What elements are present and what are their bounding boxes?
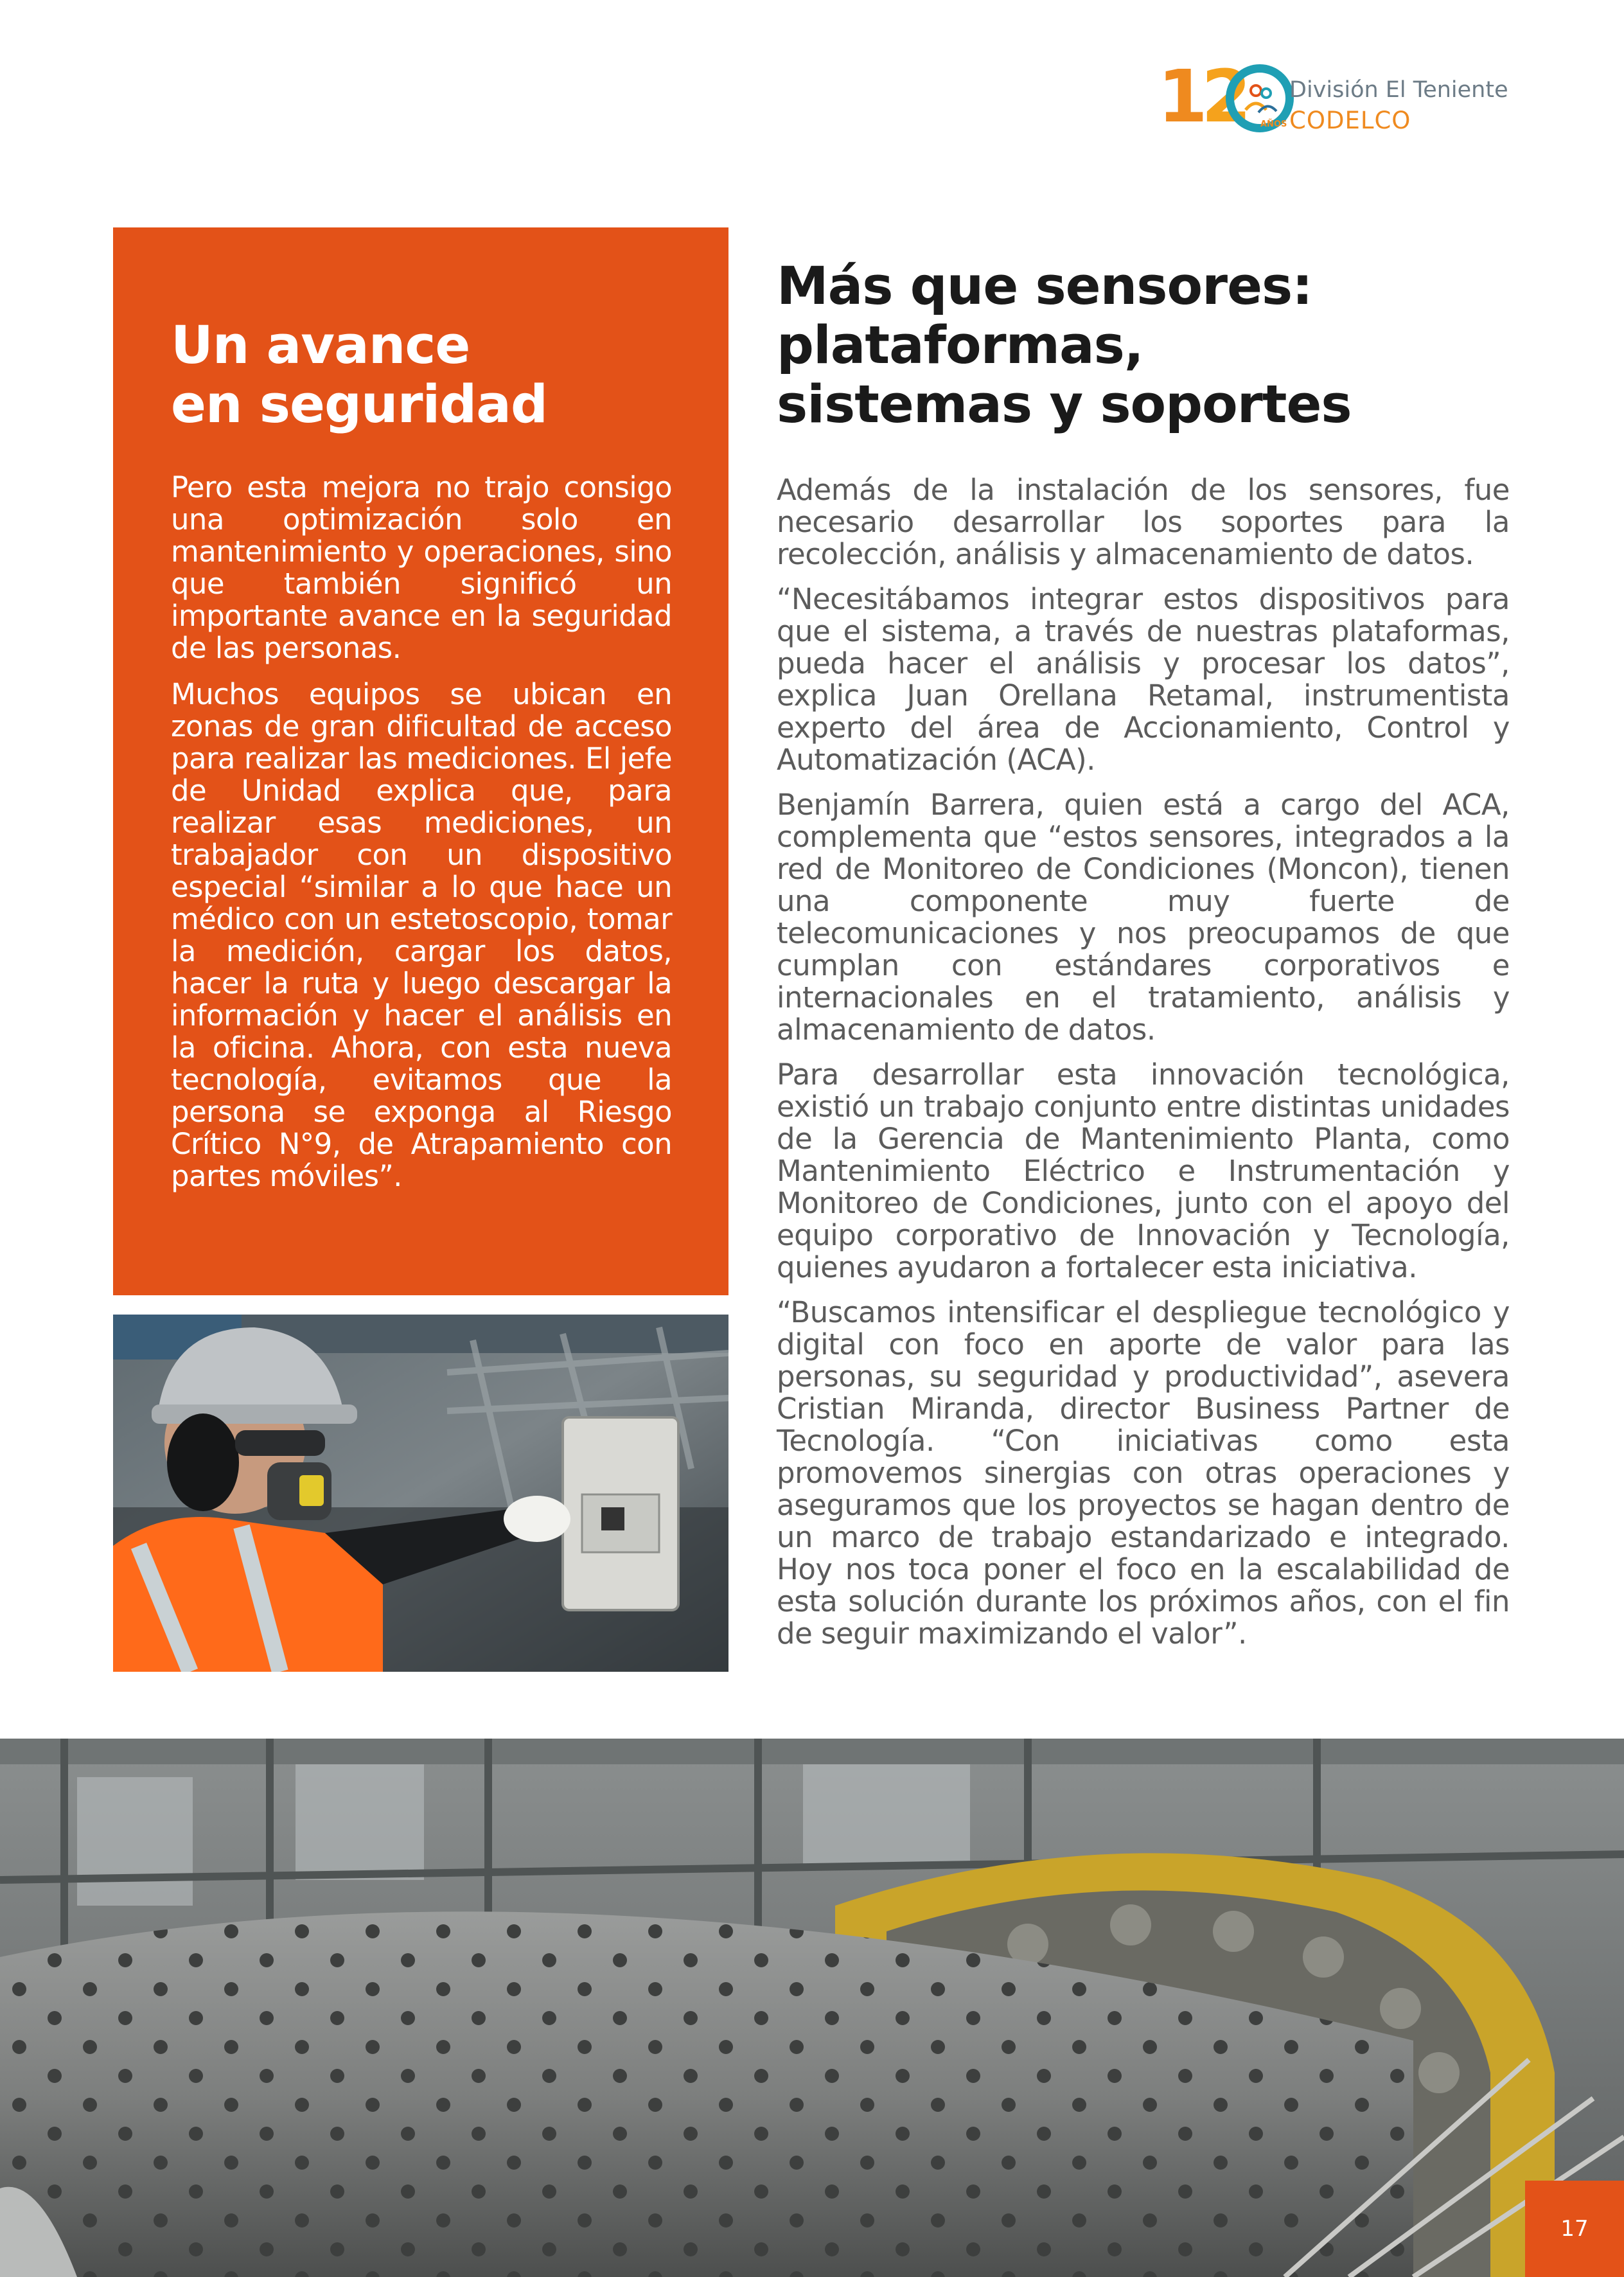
- page-number: 17: [1525, 2181, 1624, 2277]
- safety-highlight-box: [113, 227, 728, 1295]
- box-paragraph: Muchos equipos se ubican en zonas de gran dificultad de acceso para realizar las mediciones. El jefe de Unidad explica que, para realizar esas mediciones, un trabajador con un dispositivo especial “similar a lo que hace un médico con un estetoscopio, tomar la medición, cargar los datos, hacer la ruta y luego descargar la información y hacer el análisis en la oficina. Ahora, con esta nueva tecnología, evitamos que la persona se exponga al Riesgo Crítico N°9, de Atrapamiento con partes móviles”.: [171, 677, 672, 1193]
- article-title: [777, 257, 1567, 434]
- grinding-mill-photo: [0, 1739, 1624, 2277]
- codelco-120-logo: [1158, 55, 1517, 139]
- box-title-line-1: Un avance: [171, 315, 470, 376]
- logo-anniversary-number: 12: [1158, 55, 1245, 139]
- worker-with-sensor-photo: [113, 1315, 728, 1672]
- box-paragraph: Pero esta mejora no trajo consigo una optimización solo en mantenimiento y operaciones, sino que también significó un importante avance en la seguridad de las personas.: [171, 470, 672, 665]
- article-paragraph: “Necesitábamos integrar estos dispositivos para que el sistema, a través de nuestras plataformas, pueda hacer el análisis y procesar los datos”, explica Juan Orellana Retamal, instrumentista experto del área de Accionamiento, Control y Automatización (ACA).: [777, 582, 1510, 777]
- article-paragraph: “Buscamos intensificar el despliegue tecnológico y digital con foco en aporte de valor para las personas, su seguridad y productividad”, asevera Cristian Miranda, director Business Partner de Tecnología. “Con iniciativas como esta promovemos sinergias con otras operaciones y aseguramos que los proyectos se hagan dentro de un marco de trabajo estandarizado e integrado. Hoy nos toca poner el foco en la escalabilidad de esta solución durante los próximos años, con el fin de seguir maximizando el valor”.: [777, 1295, 1510, 1651]
- article-paragraph: Para desarrollar esta innovación tecnológica, existió un trabajo conjunto entre distintas unidades de la Gerencia de Mantenimiento Planta, como Mantenimiento Eléctrico e Instrumentación y Monitoreo de Condiciones, junto con el apoyo del equipo corporativo de Innovación y Tecnología, quienes ayudaron a fortalecer esta iniciativa.: [777, 1058, 1510, 1284]
- article-title-line-1: Más que sensores:: [777, 256, 1312, 317]
- article-body: [777, 474, 1510, 1663]
- box-title-line-2: en seguridad: [171, 375, 547, 435]
- logo-division-name: División El Teniente: [1289, 77, 1508, 103]
- logo-anos-label: AÑOS: [1260, 120, 1287, 129]
- article-title-line-2: plataformas,: [777, 315, 1143, 376]
- article-paragraph: Además de la instalación de los sensores, fue necesario desarrollar los soportes para la recolección, análisis y almacenamiento de datos.: [777, 473, 1510, 571]
- box-title: [171, 316, 685, 434]
- article-title-line-3: sistemas y soportes: [777, 375, 1352, 435]
- logo-company-name: CODELCO: [1289, 107, 1411, 134]
- article-paragraph: Benjamín Barrera, quien está a cargo del ACA, complementa que “estos sensores, integrados a la red de Monitoreo de Condiciones (Moncon), tienen una componente muy fuerte de telecomunicaciones y nos preocupamos de que cumplan con estándares corporativos e internacionales en el tratamiento, análisis y almacenamiento de datos.: [777, 788, 1510, 1047]
- box-body: [171, 472, 672, 1207]
